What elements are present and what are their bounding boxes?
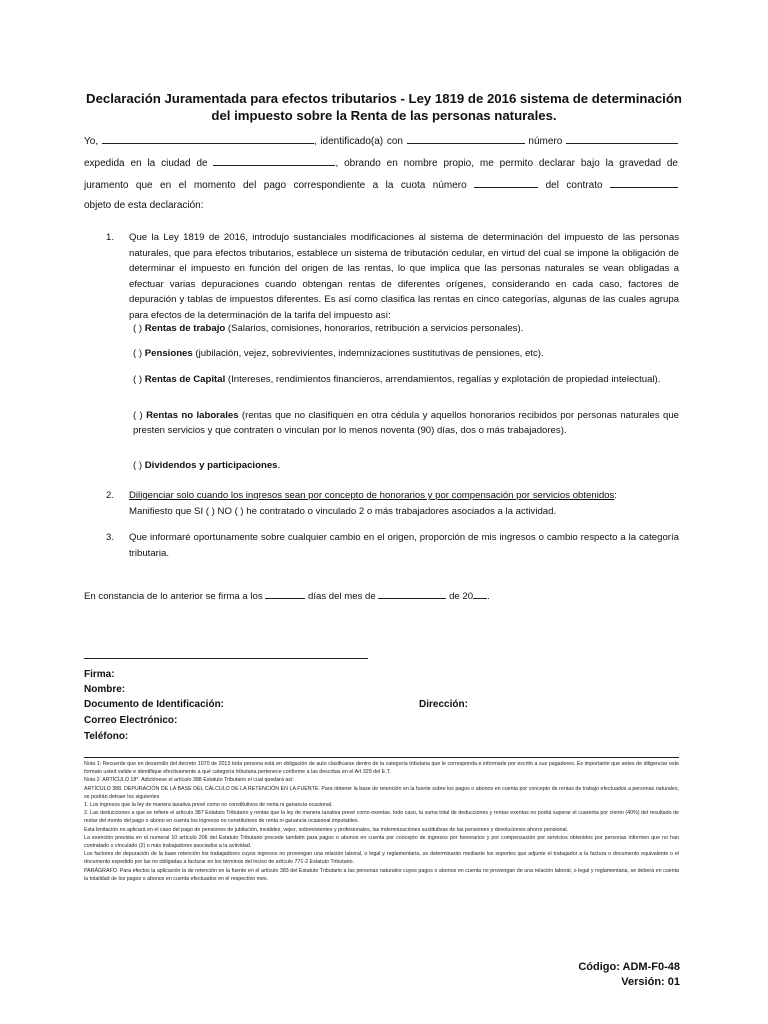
year-blank[interactable] <box>473 589 487 599</box>
item-1-number: 1. <box>106 232 115 243</box>
item-3-number: 3. <box>106 532 115 543</box>
cuota-blank[interactable] <box>474 177 538 188</box>
city-blank[interactable] <box>213 155 335 166</box>
note-4: 1. Los ingresos que la ley de manera taxativa prevé como no constitutivos de renta ni ganancia ocasional. <box>84 802 333 809</box>
item-2-number: 2. <box>106 490 115 501</box>
intro-line-3 <box>84 175 678 197</box>
category-desc: (rentas que no clasifiquen en otra cédula y aquellos honorarios recibidos por personas naturales que presten servicios y que contraten o vinculan por lo menos noventa (90) días, dos o más trabajadores). <box>133 410 680 436</box>
item-3-text: Que informaré oportunamente sobre cualquier cambio en el origen, proporción de mis ingresos o cambio respecto a la categoría tributaria. <box>129 532 679 559</box>
note-5: 2. Las deducciones a que se refiere el artículo 387 Estatuto Tributario y rentas que la ley de manera taxativa prevé como exentas. todo caso, la suma total de deducciones y rentas exentas no podrá superar el cuarenta por ciento (40%) del resultado de restar del monto del pago o abono en cuenta los ingresos no constitutivos de renta ni ganancia ocasional imputables. <box>84 810 679 825</box>
document-version: Versión: 01 <box>621 976 680 988</box>
intro-obrando: , obrando en nombre propio, me permito declarar bajo la gravedad de <box>335 158 678 169</box>
category-dividendos <box>133 459 679 474</box>
checkbox-rentas-no-laborales[interactable]: ( ) <box>133 410 143 421</box>
checkbox-dividendos[interactable]: ( ) <box>133 460 143 471</box>
mes-blank[interactable] <box>378 589 446 599</box>
intro-numero: número <box>528 136 563 147</box>
constancia-c: de 20 <box>449 591 474 602</box>
checkbox-rentas-capital[interactable]: ( ) <box>133 374 143 385</box>
constancia-a: En constancia de lo anterior se firma a los <box>84 591 263 602</box>
contrato-blank[interactable] <box>610 177 678 188</box>
telefono-label: Teléfono: <box>84 731 129 742</box>
firma-label: Firma: <box>84 669 115 680</box>
category-desc: (jubilación, vejez, sobrevivientes, indemnizaciones sustitutivas de pensiones, etc). <box>192 348 544 359</box>
category-desc: (Salarios, comisiones, honorarios, retribución a servicios personales). <box>225 323 524 334</box>
note-2: Nota 2: ARTÍCULO 18°. Adiciónese el artículo 388 Estatuto Tributario el cual quedará así: <box>84 777 294 784</box>
intro-line-4: objeto de esta declaración: <box>84 200 204 211</box>
category-rentas-capital <box>133 373 679 388</box>
item-2-instruction: Diligenciar solo cuando los ingresos sean por concepto de honorarios y por compensación por servicios obtenidos <box>129 490 615 501</box>
category-rentas-trabajo <box>133 322 679 337</box>
notes-section <box>84 760 679 883</box>
dias-blank[interactable] <box>265 589 305 599</box>
checkbox-pensiones[interactable]: ( ) <box>133 348 143 359</box>
id-type-blank[interactable] <box>407 133 525 144</box>
constancia-line <box>84 589 490 604</box>
category-name: Rentas no laborales <box>146 410 239 421</box>
category-rentas-no-laborales <box>133 409 679 438</box>
intro-line-2 <box>84 153 678 175</box>
note-3: ARTÍCULO 388. DEPURACIÓN DE LA BASE DEL CÁLCULO DE LA RETENCIÓN EN LA FUENTE. Para obtener la base de retención en la fuente sobre los pagos o abonos en cuenta por concepto de rentas de trabajo efectuados a personas naturales, se podrán detraer los siguientes <box>84 785 679 800</box>
id-number-blank[interactable] <box>566 133 678 144</box>
document-code: Código: ADM-F0-48 <box>578 961 680 973</box>
note-8: Los factores de depuración de la base retención los trabajadores cuyos ingresos no provengan una relación laboral, o legal y reglamentaria, se determinarán mediante los soportes que adjunte el trabajador a la factura o documento equivalente o el documento expedido por las no obligadas a facturar en los términos del inciso de artículo 771-2 Estatuto Tributario. <box>84 851 679 866</box>
intro-yo: Yo, <box>84 136 99 147</box>
note-1: Nota 1: Recuerde que en desarrollo del decreto 1070 de 2013 toda persona está en obligación de auto clasificarse dentro de la categoría tributaria que le corresponda e informarle por escrito a sus pagadores. Es importante que antes de diligenciar este formato usted valide e identifique efectivamente a qué categoría tributaria pertenece conforme a las descritas en el Art 329 del E.T. <box>84 761 679 776</box>
category-name: Dividendos y participaciones <box>144 460 278 471</box>
documento-label: Documento de Identificación: <box>84 699 225 710</box>
direccion-label: Dirección: <box>419 699 468 710</box>
category-name: Rentas de Capital <box>144 374 226 385</box>
intro-identificado: identificado(a) con <box>320 136 403 147</box>
intro-juramento: juramento que en el momento del pago correspondiente a la cuota número <box>84 180 467 191</box>
note-6: Esta limitación no aplicará en el caso del pago de pensiones de jubilación, invalidez, vejez, sobrevivientes y profesionales, las indemnizaciones sustitutivas de las pensiones y devoluciones ahorro pensional. <box>84 826 569 833</box>
document-title: Declaración Juramentada para efectos tributarios - Ley 1819 de 2016 sistema de determinación del impuesto sobre la Renta de las personas naturales. <box>86 91 682 123</box>
correo-label: Correo Electrónico: <box>84 715 178 726</box>
name-blank[interactable] <box>102 133 314 144</box>
checkbox-rentas-trabajo[interactable]: ( ) <box>133 323 143 334</box>
category-desc: . <box>277 460 281 471</box>
intro-line-1: Yo, , identificado(a) con número <box>84 131 678 153</box>
category-name: Pensiones <box>144 348 193 359</box>
notes-divider <box>84 757 679 758</box>
category-desc: (Intereses, rendimientos financieros, arrendamientos, regalías y explotación de propiedad intelectual). <box>225 374 661 385</box>
category-pensiones <box>133 347 679 362</box>
category-name: Rentas de trabajo <box>144 323 226 334</box>
note-9: PARÁGRAFO. Para efectos la aplicación la de retención en la fuente en el artículo 383 del Estatuto Tributario a las personas naturales cuyos pagos o abonos en cuenta no provengan de una relación laboral, o legal y reglamentaria, se deberá en cuenta la totalidad de los pagos o abonos en cuenta efectuados en el respectivo mes. <box>84 867 679 882</box>
item-2-statement: Manifiesto que SI ( ) NO ( ) he contratado o vinculado 2 o más trabajadores asociados a la actividad. <box>129 505 557 517</box>
nombre-label: Nombre: <box>84 684 126 695</box>
note-7: La exención prevista en el numeral 10 artículo 206 del Estatuto Tributario procede también para pagos o abonos en cuenta por concepto de ingresos por honorarios y por compensación por servicios obtenidos por personas informen que no han contratado o vinculado (2) o más trabajadores asociados a la actividad. <box>84 834 679 850</box>
item-1-text: Que la Ley 1819 de 2016, introdujo sustanciales modificaciones al sistema de determinación del impuesto de las personas naturales, que para efectos tributarios, establece un sistema de tributación cedular, en virtud del cual se impone la obligación de determinar el impuesto en función del origen de las rentas, lo que implica que las personas naturales se vean obligadas a efectuar varias depuraciones cuando obtengan rentas de diferentes orígenes, considerando en cada caso, factores de depuración y tablas de impuestos diferentes. Es así como clasifica las rentas en cinco categorías, algunas de las cuales agrupa para efectos de la determinación de la tarifa del impuesto así: <box>129 232 679 321</box>
constancia-d: . <box>487 591 490 602</box>
item-2-text: Diligenciar solo cuando los ingresos sean por concepto de honorarios y por compensación por servicios obtenidos: Manifiesto que SI ( ) NO ( ) he contratado o vinculado 2 o más trabajadores asociados a la actividad. <box>129 490 617 517</box>
constancia-b: días del mes de <box>308 591 376 602</box>
signature-line[interactable] <box>84 658 368 659</box>
intro-expedida: expedida en la ciudad de <box>84 158 208 169</box>
intro-contrato: del contrato <box>545 180 603 191</box>
